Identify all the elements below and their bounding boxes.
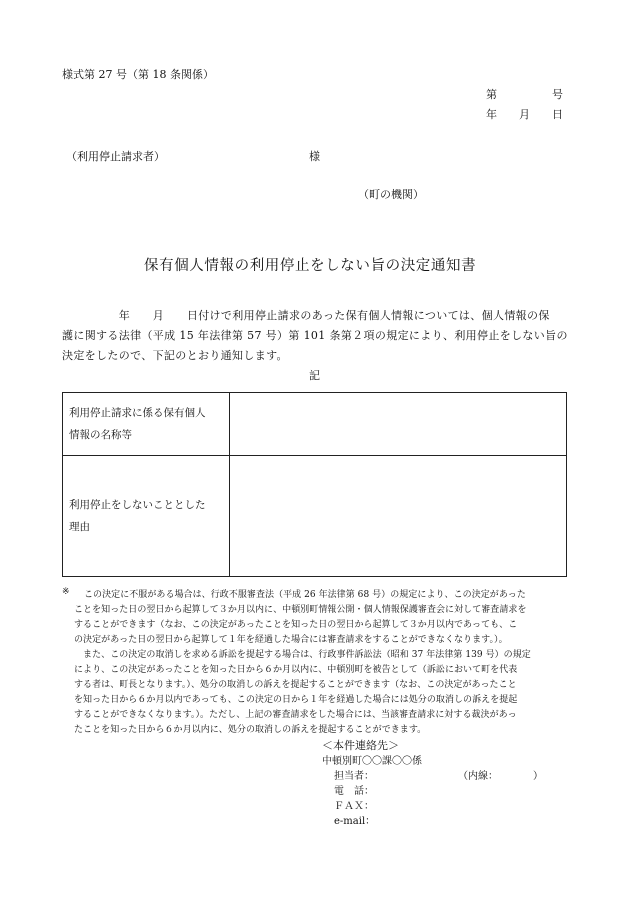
record-name-label xyxy=(63,393,230,456)
note-line: することができなくなります。）。ただし、上記の審査請求をした場合には、当該審査請求に対する裁決があっ xyxy=(74,710,517,720)
form-number: 様式第 27 号（第 18 条関係） xyxy=(62,68,214,81)
note-line: また、この決定の取消しを求める訴訟を提起する場合は、行政事件訴訟法（昭和 37 年法律第 139 号）の規定 xyxy=(74,650,531,660)
reason-label-line-1: 利用停止をしないこととした xyxy=(69,499,206,511)
record-name-label-line-2: 情報の名称等 xyxy=(69,429,132,441)
body-line-2: 護に関する法律（平成 15 年法律第 57 号）第 101 条第２項の規定により、利用停止をしない旨の xyxy=(62,329,568,342)
honorific: 様 xyxy=(309,150,320,163)
note-mark: ※ xyxy=(62,587,70,597)
note-line: の決定があった日の翌日から起算して１年を経過した場合には審査請求をすることができなくなります。）。 xyxy=(74,635,508,645)
document-number: 第 号 xyxy=(486,88,563,101)
note-line: することができます（なお、この決定があったことを知った日の翌日から起算して３か月以内であっても、こ xyxy=(74,620,518,630)
reason-value xyxy=(230,456,567,577)
reason-label-line-2: 理由 xyxy=(69,521,90,533)
note-line: この決定に不服がある場合は、行政不服審査法（平成 26 年法律第 68 号）の規定により、この決定があった xyxy=(84,590,526,600)
record-table xyxy=(62,392,567,577)
contact-fax-label: ＦＡＸ： xyxy=(334,801,374,812)
contact-dept: 中頓別町〇〇課〇〇係 xyxy=(322,756,422,767)
record-name-value xyxy=(230,393,567,456)
note-line: を知った日から６か月以内であっても、この決定の日から１年を経過した場合には処分の取消しの訴えを提起 xyxy=(74,695,518,705)
record-name-label-line-1: 利用停止請求に係る保有個人 xyxy=(69,407,206,419)
note-line: ことを知った日の翌日から起算して３か月以内に、中頓別町情報公開・個人情報保護審査会に対して審査請求を xyxy=(74,605,527,615)
document-title: 保有個人情報の利用停止をしない旨の決定通知書 xyxy=(144,258,477,274)
issuer-name: （町の機関） xyxy=(358,188,424,201)
contact-heading: ＜本件連絡先＞ xyxy=(322,739,399,752)
body-line-1: 年 月 日付けで利用停止請求のあった保有個人情報については、個人情報の保 xyxy=(62,309,550,322)
note-line: により、この決定があったことを知った日から６か月以内に、中頓別町を被告として（訴訟において町を代表 xyxy=(74,665,518,675)
reason-label xyxy=(63,456,230,577)
contact-phone-label: 電 話： xyxy=(334,786,374,797)
ki-mark: 記 xyxy=(309,369,320,382)
contact-person-label: 担当者： xyxy=(334,771,374,782)
issue-date: 年 月 日 xyxy=(486,108,563,121)
note-line: たことを知った日から６か月以内に、処分の取消しの訴えを提起することができます。 xyxy=(74,725,427,735)
body-line-3: 決定をしたので、下記のとおり通知します。 xyxy=(62,349,288,362)
table-row xyxy=(63,393,567,456)
contact-email-label: e-mail： xyxy=(334,816,376,827)
requester-name: （利用停止請求者） xyxy=(66,150,165,163)
table-row xyxy=(63,456,567,577)
note-line: する者は、町長となります。）、処分の取消しの訴えを提起することができます（なお、この決定があったこと xyxy=(74,680,517,690)
contact-extension: （内線： ） xyxy=(458,771,543,782)
